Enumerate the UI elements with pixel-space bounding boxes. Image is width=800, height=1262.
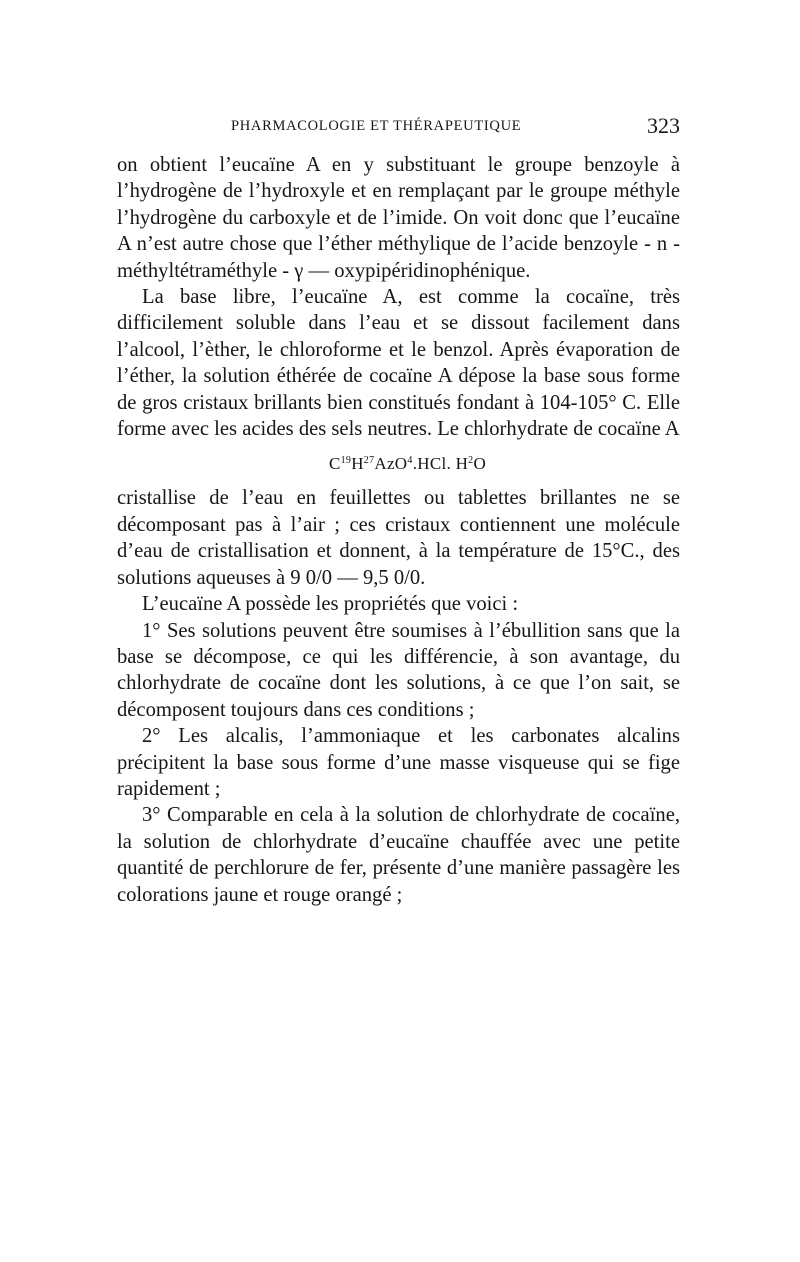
page-number: 323 <box>647 113 680 138</box>
running-title: PHARMACOLOGIE ET THÉRAPEUTIQUE <box>231 118 522 134</box>
paragraph-eucaine-base: La base libre, l’eucaïne A, est comme la cocaïne, très difficilement soluble dans l’eau et se dissout facilement dans l’alcool, l’èther, le chloroforme et le benzol. Après évaporation de l’éther, la solution éthérée de cocaïne A dépose la base sous forme de gros cristaux brillants bien constitués fondant à 104-105° C. Elle forme avec les acides des sels neutres. Le chlorhydrate de cocaïne A <box>117 286 680 441</box>
formula-hcl: .HCl. H <box>412 454 469 474</box>
paragraph-properties-intro: L’eucaïne A possède les propriétés que voici : <box>142 593 519 616</box>
formula-azo: AzO <box>374 454 408 474</box>
paragraph-property-1: 1° Ses solutions peuvent être soumises à l’ébullition sans que la base se décompose, ce qui les différencie, à son avantage, du chlorhydrate de cocaïne dont les solutions, à ce que l’on sait, se décomposent toujours dans ces conditions ; <box>117 619 680 721</box>
formula-h: H <box>351 454 364 474</box>
formula-c-sub: 19 <box>340 455 352 467</box>
formula-h-sub: 27 <box>363 455 375 467</box>
paragraph-continuation: on obtient l’eucaïne A en y substituant le groupe benzoyle à l’hydrogène de l’hydroxyle et en remplaçant par le groupe méthyle l’hydrogène du carboxyle et de l’imide. On voit donc que l’eucaïne A n’est autre chose que l’éther méthylique de l’acide benzoyle - n - méthyltétraméthyle - γ — oxypipéridinophénique. <box>117 154 680 282</box>
paragraph-property-3: 3° Comparable en cela à la solution de chlorhydrate de cocaïne, la solution de chlorhydrate d’eucaïne chauffée avec une petite quantité de perchlorure de fer, présente d’une manière passagère les colorations jaune et rouge orangé ; <box>117 804 680 906</box>
chemical-formula <box>117 451 680 477</box>
formula-o: O <box>473 454 487 474</box>
formula-h2o-sub: 2 <box>468 455 474 467</box>
paragraph-crystallisation: cristallise de l’eau en feuillettes ou tablettes brillantes ne se décomposant pas à l’air ; ces cristaux contiennent une molécule d’eau de cristallisation et donnent, à la température de 15°C., des solutions aqueuses à 9 0/0 — 9,5 0/0. <box>117 487 680 589</box>
body-text <box>117 152 680 908</box>
formula-c: C <box>328 454 341 474</box>
running-head <box>117 113 680 140</box>
formula-o-sub: 4 <box>407 455 413 467</box>
paragraph-property-2: 2° Les alcalis, l’ammoniaque et les carbonates alcalins précipitent la base sous forme d’une masse visqueuse qui se fige rapidement ; <box>117 725 680 800</box>
